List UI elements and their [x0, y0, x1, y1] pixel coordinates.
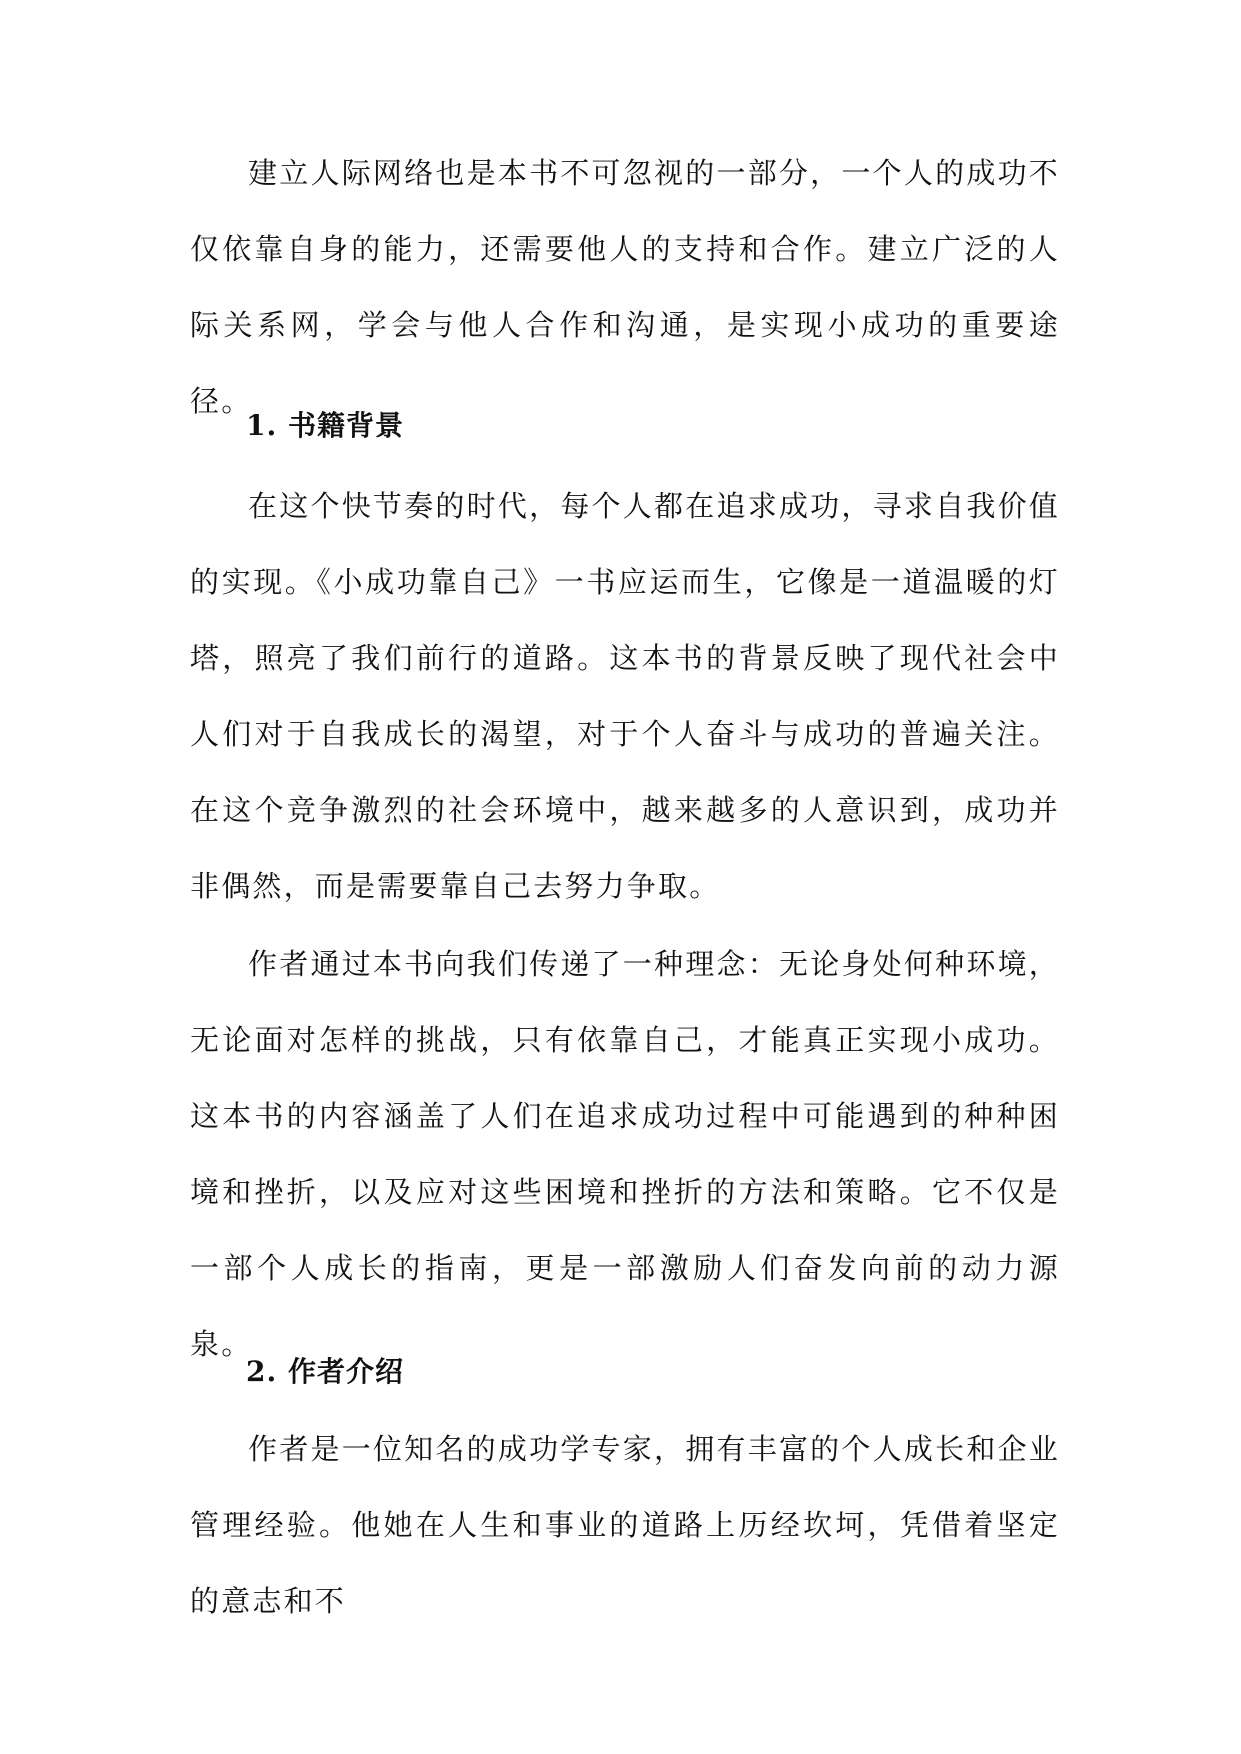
section-heading-author-intro: [246, 1352, 404, 1392]
section-title: 书籍背景: [288, 409, 405, 442]
paragraph-networking: 建立人际网络也是本书不可忽视的一部分，一个人的成功不仅依靠自身的能力，还需要他人的支持和合作。建立广泛的人际关系网，学会与他人合作和沟通，是实现小成功的重要途径。: [190, 156, 1060, 418]
paragraph-author-message: 作者通过本书向我们传递了一种理念：无论身处何种环境，无论面对怎样的挑战，只有依靠自己，才能真正实现小成功。这本书的内容涵盖了人们在追求成功过程中可能遇到的种种困境和挫折，以及应对这些困境和挫折的方法和策略。它不仅是一部个人成长的指南，更是一部激励人们奋发向前的动力源泉。: [190, 947, 1060, 1361]
paragraph-author-intro: 作者是一位知名的成功学专家，拥有丰富的个人成长和企业管理经验。他她在人生和事业的道路上历经坎坷，凭借着坚定的意志和不: [190, 1432, 1060, 1618]
section-heading-book-background: [246, 406, 404, 446]
section-title: 作者介绍: [288, 1355, 405, 1388]
paragraph-background: 在这个快节奏的时代，每个人都在追求成功，寻求自我价值的实现。《小成功靠自己》一书应运而生，它像是一道温暖的灯塔，照亮了我们前行的道路。这本书的背景反映了现代社会中人们对于自我成长的渴望，对于个人奋斗与成功的普遍关注。在这个竞争激烈的社会环境中，越来越多的人意识到，成功并非偶然，而是需要靠自己去努力争取。: [190, 489, 1060, 903]
section-number: 2.: [246, 1355, 278, 1388]
section-number: 1.: [246, 409, 278, 442]
